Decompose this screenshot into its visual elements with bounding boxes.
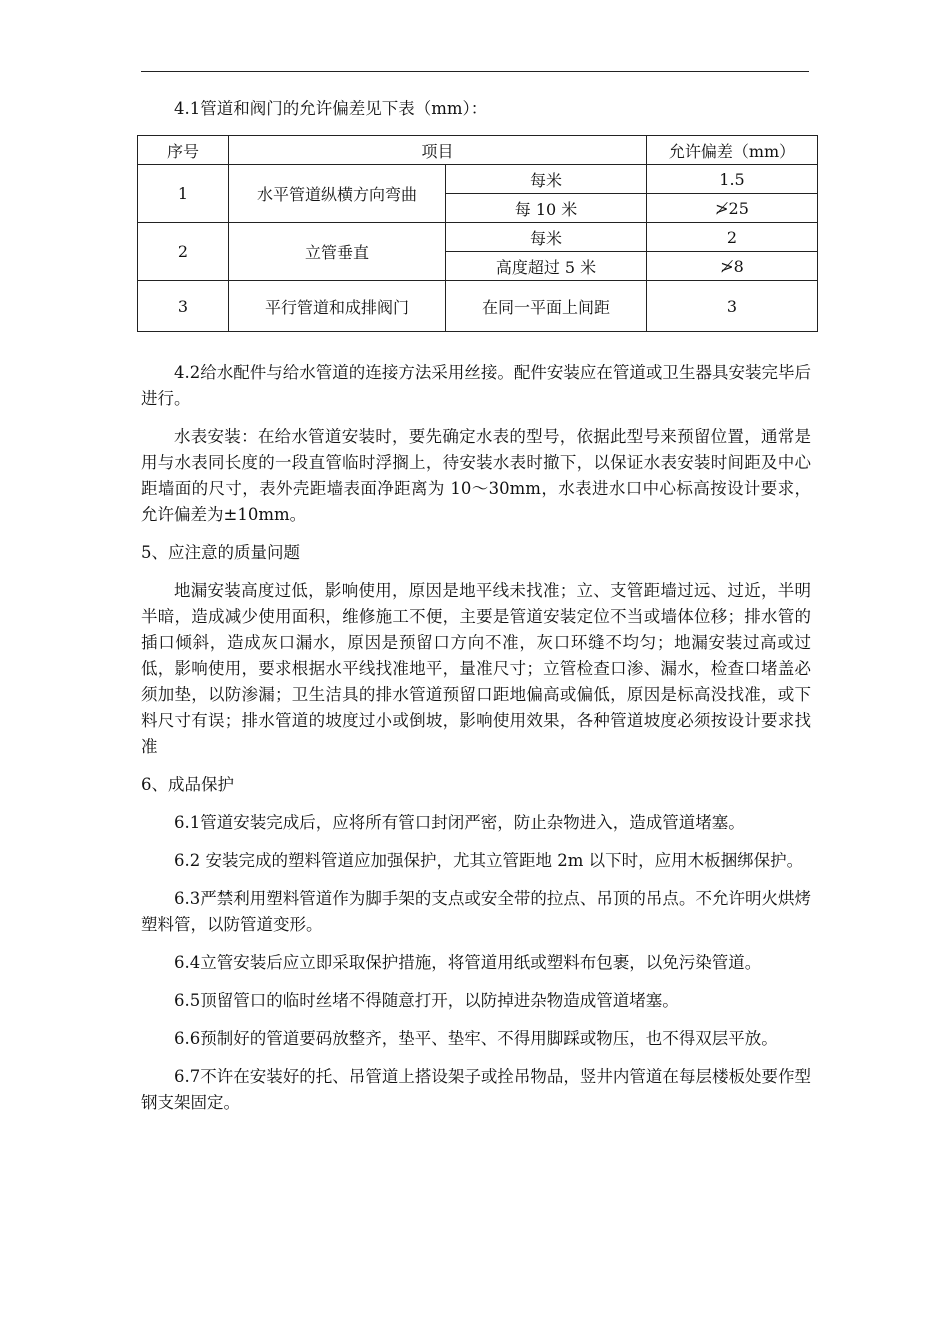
row-sub-label: 每米 (446, 165, 647, 194)
paragraph-6-1: 6.1管道安装完成后，应将所有管口封闭严密，防止杂物进入，造成管道堵塞。 (174, 813, 745, 832)
paragraph-6-6: 6.6预制好的管道要码放整齐，垫平、垫牢、不得用脚踩或物压，也不得双层平放。 (174, 1029, 778, 1048)
row-item: 立管垂直 (229, 223, 446, 281)
paragraph-6-7: 6.7不许在安装好的托、吊管道上搭设架子或拴吊物品，竖井内管道在每层楼板处要作型钢支架固定。 (141, 1067, 811, 1112)
row-item: 平行管道和成排阀门 (229, 281, 446, 332)
row-no: 1 (138, 165, 229, 223)
row-sub-value: ≯8 (647, 252, 818, 281)
header-rule (141, 71, 809, 72)
paragraph-6-2: 6.2 安装完成的塑料管道应加强保护，尤其立管距地 2m 以下时，应用木板捆绑保护。 (174, 851, 804, 870)
paragraph-4-2: 4.2给水配件与给水管道的连接方法采用丝接。配件安装应在管道或卫生器具安装完毕后进行。 (141, 363, 811, 408)
row-sub-value: 2 (647, 223, 818, 252)
header-no: 序号 (138, 136, 229, 165)
table-row (138, 281, 818, 332)
row-sub-label: 每米 (446, 223, 647, 252)
row-item: 水平管道纵横方向弯曲 (229, 165, 446, 223)
paragraph-6-3: 6.3严禁利用塑料管道作为脚手架的支点或安全带的拉点、吊顶的吊点。不允许明火烘烤塑料管，以防管道变形。 (141, 889, 811, 934)
paragraph-water-meter: 水表安装：在给水管道安装时，要先确定水表的型号，依据此型号来预留位置，通常是用与水表同长度的一段直管临时浮搁上，待安装水表时撤下，以保证水表安装时间距及中心距墙面的尺寸，表外壳距墙表面净距离为 10～30mm，水表进水口中心标高按设计要求，允许偏差为±10mm。 (141, 427, 811, 524)
section-heading-6: 6、成品保护 (141, 775, 234, 794)
row-sub-label: 在同一平面上间距 (446, 281, 647, 332)
paragraph-6-5: 6.5顶留管口的临时丝堵不得随意打开，以防掉进杂物造成管道堵塞。 (174, 991, 679, 1010)
row-sub-label: 每 10 米 (446, 194, 647, 223)
document-body (141, 96, 811, 1128)
tolerance-table (137, 135, 818, 332)
row-sub-value: 1.5 (647, 165, 818, 194)
section-heading-5: 5、应注意的质量问题 (141, 543, 300, 562)
header-tolerance: 允许偏差（mm） (647, 136, 818, 165)
row-sub-value: 3 (647, 281, 818, 332)
paragraph-6-4: 6.4立管安装后应立即采取保护措施，将管道用纸或塑料布包裹，以免污染管道。 (174, 953, 762, 972)
table-intro: 4.1管道和阀门的允许偏差见下表（mm）： (174, 99, 488, 118)
row-sub-value: ≯25 (647, 194, 818, 223)
table-row (138, 165, 818, 194)
table-header-row (138, 136, 818, 165)
table-row (138, 223, 818, 252)
paragraph-quality-issues: 地漏安装高度过低，影响使用，原因是地平线未找准；立、支管距墙过远、过近，半明半暗，造成减少使用面积，维修施工不便，主要是管道安装定位不当或墙体位移；排水管的插口倾斜，造成灰口漏水，原因是预留口方向不准，灰口环缝不均匀；地漏安装过高或过低，影响使用，要求根据水平线找准地平，量准尺寸；立管检查口渗、漏水，检查口堵盖必须加垫，以防渗漏；卫生洁具的排水管道预留口距地偏高或偏低，原因是标高没找准，或下料尺寸有误；排水管道的坡度过小或倒坡，影响使用效果，各种管道坡度必须按设计要求找准 (141, 581, 811, 756)
row-no: 3 (138, 281, 229, 332)
header-item: 项目 (229, 136, 647, 165)
row-sub-label: 高度超过 5 米 (446, 252, 647, 281)
row-no: 2 (138, 223, 229, 281)
